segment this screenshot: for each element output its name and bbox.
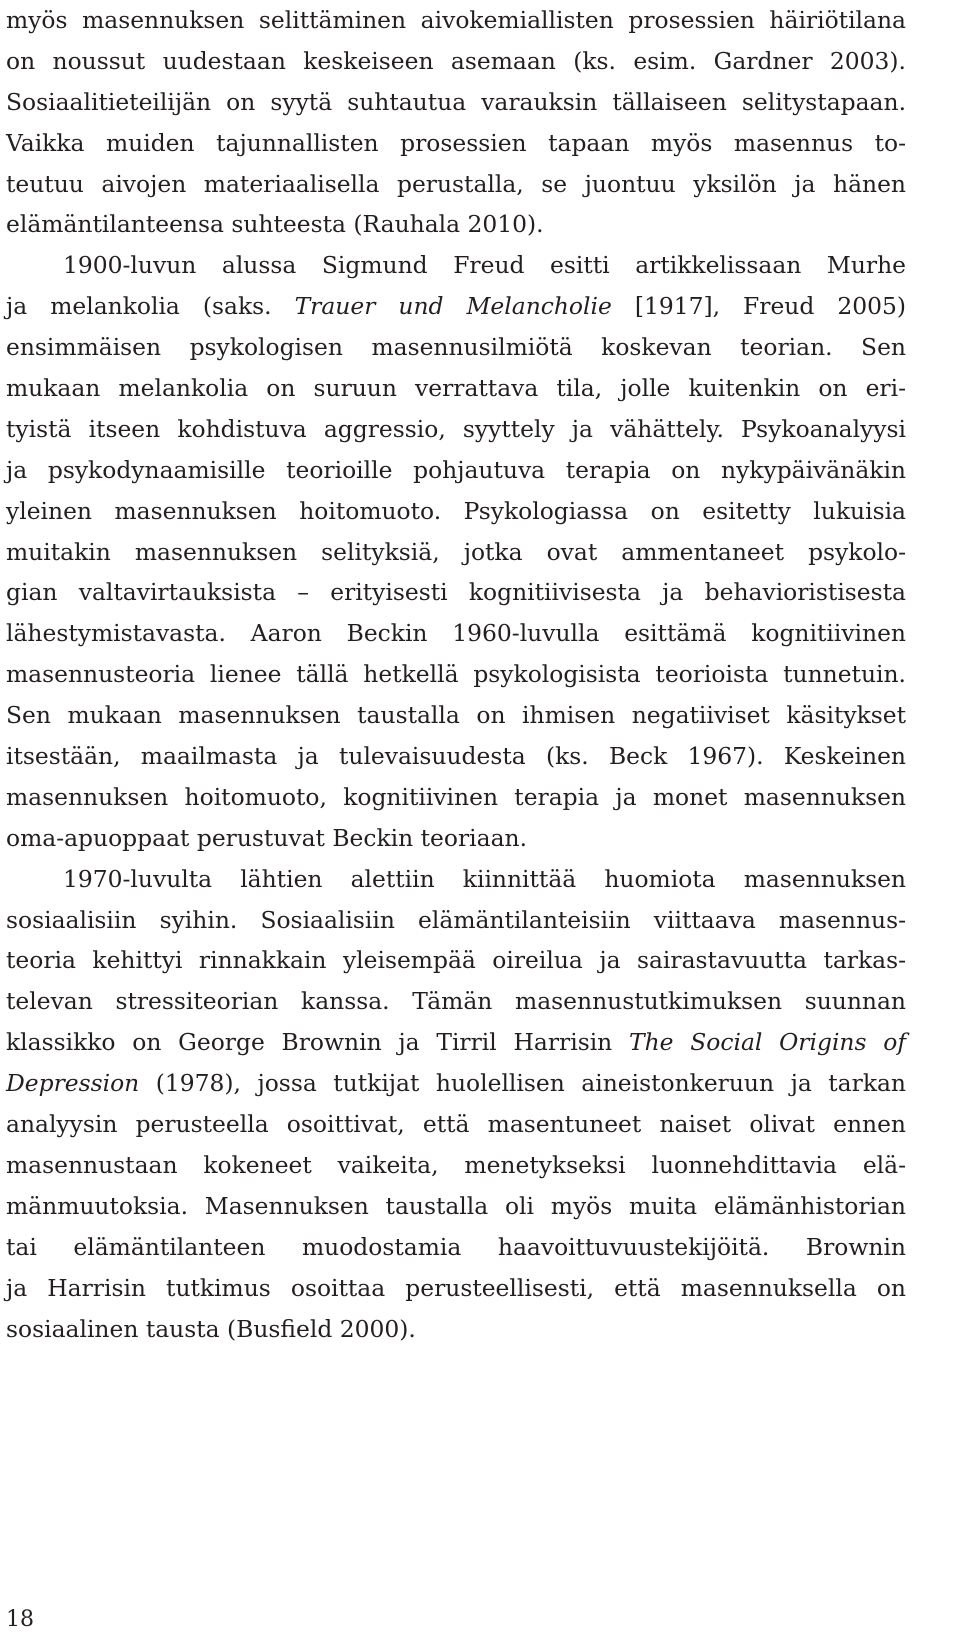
text-line <box>6 41 906 82</box>
text-line <box>6 1309 906 1350</box>
italic-title: Depression <box>6 1069 140 1098</box>
text-line <box>6 82 906 123</box>
text-line <box>6 736 906 777</box>
text-segment: sosiaalinen tausta (Busfield 2000). <box>6 1314 416 1343</box>
text-segment: Sen mukaan masennuksen taustalla on ihmisen negatiiviset käsitykset <box>6 701 906 730</box>
text-line <box>6 818 906 859</box>
text-segment: klassikko on George Brownin ja Tirril Harrisin <box>6 1028 629 1057</box>
text-line <box>6 1104 906 1145</box>
text-line <box>6 654 906 695</box>
text-segment: Vaikka muiden tajunnallisten prosessien tapaan myös masennus to- <box>6 128 906 157</box>
text-line <box>6 572 906 613</box>
text-line <box>6 450 906 491</box>
paragraph <box>6 245 906 858</box>
text-segment: mänmuutoksia. Masennuksen taustalla oli myös muita elämänhistorian <box>6 1191 906 1220</box>
text-segment: myös masennuksen selittäminen aivokemiallisten prosessien häiriötilana <box>6 6 906 34</box>
text-segment: tai elämäntilanteen muodostamia haavoittuvuustekijöitä. Brownin <box>6 1232 906 1261</box>
text-line <box>6 204 906 245</box>
text-line <box>6 1022 906 1063</box>
text-line <box>6 286 906 327</box>
text-line <box>6 368 906 409</box>
text-line <box>6 245 906 286</box>
text-segment: itsestään, maailmasta ja tulevaisuudesta (ks. Beck 1967). Keskeinen <box>6 742 906 771</box>
text-line <box>6 1186 906 1227</box>
text-segment: Sosiaalitieteilijän on syytä suhtautua varauksin tällaiseen selitystapaan. <box>6 87 906 116</box>
text-segment: 1900-luvun alussa Sigmund Freud esitti artikkelissaan Murhe <box>63 251 906 280</box>
text-line <box>6 777 906 818</box>
text-line <box>6 613 906 654</box>
text-line <box>6 123 906 164</box>
text-segment: ja psykodynaamisille teorioille pohjautuva terapia on nykypäivänäkin <box>6 455 906 484</box>
paragraph <box>6 0 906 245</box>
text-line <box>6 1145 906 1186</box>
text-line <box>6 164 906 205</box>
text-segment: ja melankolia (saks. <box>6 292 295 321</box>
paragraph <box>6 859 906 1350</box>
text-line <box>6 532 906 573</box>
text-segment: masennustaan kokeneet vaikeita, menetykseksi luonnehdittavia elä- <box>6 1150 906 1179</box>
text-line <box>6 327 906 368</box>
text-segment: teutuu aivojen materiaalisella perustalla, se juontuu yksilön ja hänen <box>6 169 906 198</box>
text-segment: tyistä itseen kohdistuva aggressio, syyttely ja vähättely. Psykoanalyysi <box>6 414 906 443</box>
text-segment: masennusteoria lienee tällä hetkellä psykologisista teorioista tunnetuin. <box>6 660 906 689</box>
text-segment: elämäntilanteensa suhteesta (Rauhala 2010). <box>6 210 544 239</box>
text-line <box>6 859 906 900</box>
text-line <box>6 940 906 981</box>
text-line <box>6 695 906 736</box>
italic-title: Trauer und Melancholie <box>294 292 612 321</box>
text-line <box>6 1227 906 1268</box>
text-segment: televan stressiteorian kanssa. Tämän masennustutkimuksen suunnan <box>6 987 906 1016</box>
text-segment: [1917], Freud 2005) <box>611 292 906 321</box>
text-line <box>6 409 906 450</box>
italic-title: The Social Origins of <box>629 1028 906 1057</box>
text-segment: gian valtavirtauksista – erityisesti kognitiivisesta ja behavioristisesta <box>6 578 906 607</box>
text-segment: on noussut uudestaan keskeiseen asemaan (ks. esim. Gardner 2003). <box>6 46 906 75</box>
text-segment: masennuksen hoitomuoto, kognitiivinen terapia ja monet masennuksen <box>6 782 906 811</box>
text-line <box>6 491 906 532</box>
text-segment: lähestymistavasta. Aaron Beckin 1960-luvulla esittämä kognitiivinen <box>6 619 906 648</box>
page-number: 18 <box>6 1607 34 1632</box>
text-segment: mukaan melankolia on suruun verrattava tila, jolle kuitenkin on eri- <box>6 374 906 403</box>
text-segment: oma-apuoppaat perustuvat Beckin teoriaan. <box>6 823 528 852</box>
text-segment: teoria kehittyi rinnakkain yleisempää oireilua ja sairastavuutta tarkas- <box>6 946 906 975</box>
text-segment: analyysin perusteella osoittivat, että masentuneet naiset olivat ennen <box>6 1110 906 1139</box>
body-text <box>6 0 906 1349</box>
text-segment: ensimmäisen psykologisen masennusilmiötä koskevan teorian. Sen <box>6 333 906 362</box>
text-line <box>6 1063 906 1104</box>
text-segment: yleinen masennuksen hoitomuoto. Psykologiassa on esitetty lukuisia <box>6 496 906 525</box>
text-segment: 1970-luvulta lähtien alettiin kiinnittää huomiota masennuksen <box>63 864 906 893</box>
text-segment: muitakin masennuksen selityksiä, jotka ovat ammentaneet psykolo- <box>6 537 906 566</box>
text-line <box>6 900 906 941</box>
text-segment: sosiaalisiin syihin. Sosiaalisiin elämäntilanteisiin viittaava masennus- <box>6 905 906 934</box>
text-line <box>6 0 906 41</box>
text-segment: (1978), jossa tutkijat huolellisen aineistonkeruun ja tarkan <box>139 1069 906 1098</box>
text-line <box>6 1268 906 1309</box>
text-segment: ja Harrisin tutkimus osoittaa perusteellisesti, että masennuksella on <box>6 1273 906 1302</box>
text-line <box>6 981 906 1022</box>
